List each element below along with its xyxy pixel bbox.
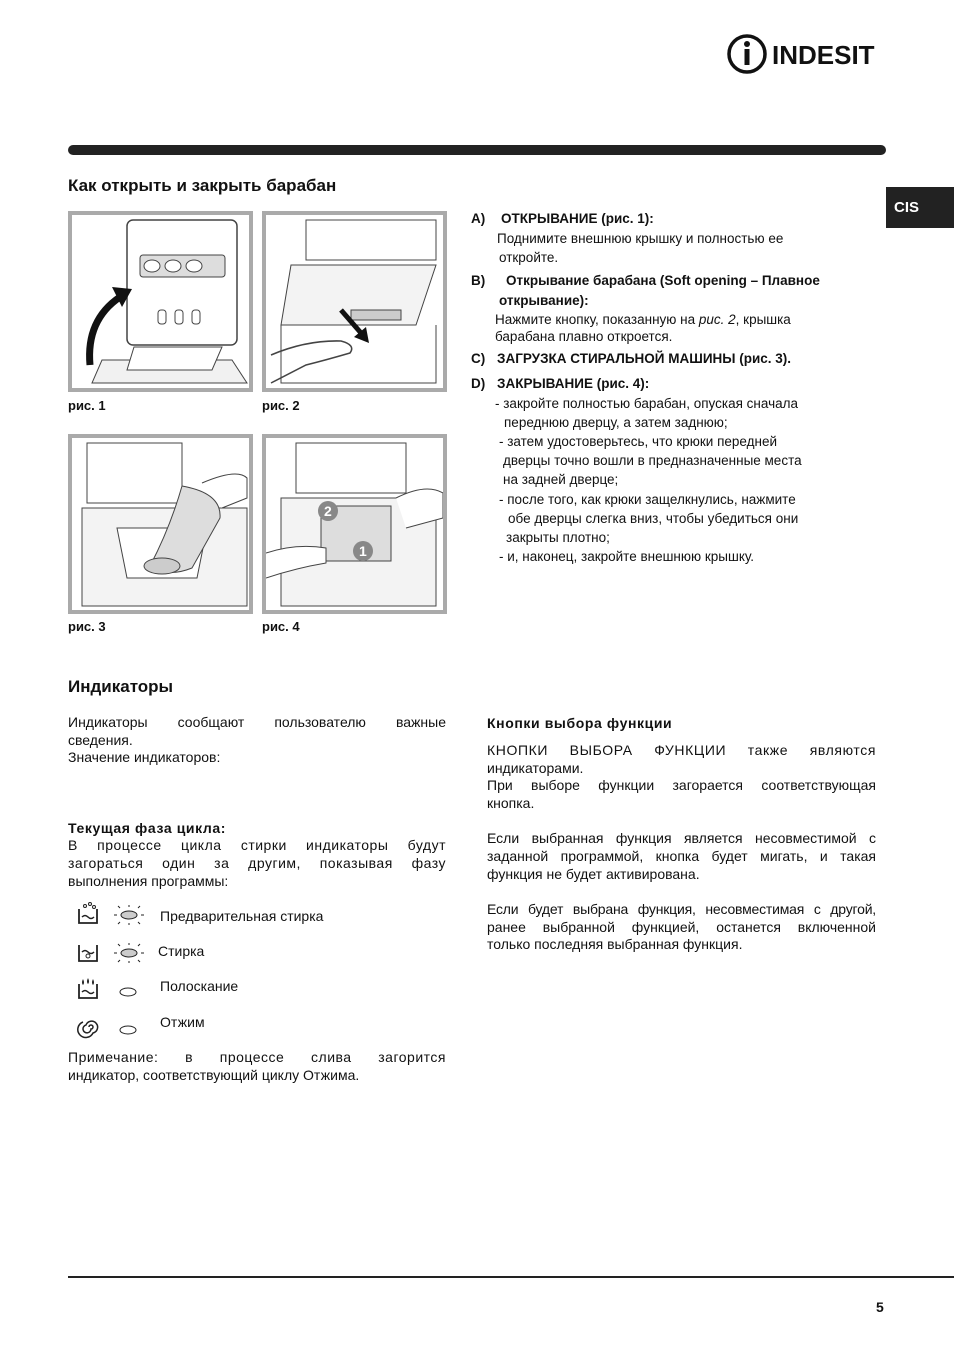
step-d-line: - затем удостоверьтесь, что крюки передней xyxy=(499,434,778,449)
step-d-line: - закройте полностью барабан, опуская сначала xyxy=(495,396,799,411)
note-line2: индикатор, соответствующий циклу Отжима. xyxy=(68,1067,360,1083)
language-tab: CIS xyxy=(886,187,954,228)
step-b-line1: Нажмите кнопку, показанную на рис. 2, крышка xyxy=(495,312,791,327)
step-b-title1: Открывание барабана (Soft opening – Плавное xyxy=(506,273,820,288)
page-number: 5 xyxy=(876,1299,884,1315)
step-d-line: дверцы точно вошли в предназначенные места xyxy=(503,453,802,468)
brand-name: INDESIT xyxy=(772,40,875,70)
section-title-indicators: Индикаторы xyxy=(68,677,174,696)
section-title-drum: Как открыть и закрыть барабан xyxy=(68,176,337,195)
func-p1-line3: При выборе функции загорается соответствующая xyxy=(487,777,876,793)
func-p1-line2: индикаторами. xyxy=(487,760,584,776)
func-p2-line2: заданной программой, кнопка будет мигать, и такая xyxy=(487,848,876,864)
func-p1-line1: КНОПКИ ВЫБОРА ФУНКЦИИ также являются xyxy=(487,742,876,758)
spin-lamp-icon xyxy=(114,1018,144,1043)
phase-line3: выполнения программы: xyxy=(68,873,229,889)
step-d-line: - после того, как крюки защелкнулись, нажмите xyxy=(499,492,796,507)
step-b-label: B) xyxy=(471,273,486,288)
step-d-line: переднюю дверцу, а затем заднюю; xyxy=(504,415,728,430)
footer-divider xyxy=(68,1276,954,1278)
step-c-title: ЗАГРУЗКА СТИРАЛЬНОЙ МАШИНЫ (рис. 3). xyxy=(497,351,792,366)
func-p1-line4: кнопка. xyxy=(487,795,535,811)
step-b-title2: открывание): xyxy=(499,293,589,308)
step-a-line2: откройте. xyxy=(499,250,559,265)
step-d-line: закрыты плотно; xyxy=(506,530,610,545)
figure-4-caption: рис. 4 xyxy=(262,619,300,634)
figure-2-caption: рис. 2 xyxy=(262,398,300,413)
figure-3-caption: рис. 3 xyxy=(68,619,106,634)
step-b-line2: барабана плавно откроется. xyxy=(495,329,673,344)
step-a-title: ОТКРЫВАНИЕ (рис. 1): xyxy=(501,211,654,226)
func-p3-line1: Если будет выбрана функция, несовместимая с другой, xyxy=(487,901,876,917)
func-p2-line3: функция не будет активирована. xyxy=(487,866,700,882)
rinse-icon xyxy=(76,976,100,1007)
figure-4 xyxy=(262,434,447,614)
prewash-lamp-icon xyxy=(114,905,144,930)
wash-icon xyxy=(76,939,100,970)
figure-4-marker-2: 2 xyxy=(324,503,332,519)
indicator-prewash: Предварительная стирка xyxy=(160,908,324,924)
func-p3-line2: ранее выбранной функцией, останется включенной xyxy=(487,919,876,935)
figure-1-caption: рис. 1 xyxy=(68,398,106,413)
step-d-title: ЗАКРЫВАНИЕ (рис. 4): xyxy=(497,376,650,391)
step-a-line1: Поднимите внешнюю крышку и полностью ее xyxy=(497,231,784,246)
func-p3-line3: только последняя выбранная функция. xyxy=(487,936,743,952)
step-d-line: на задней дверце; xyxy=(503,472,619,487)
indicator-rinse: Полоскание xyxy=(160,978,239,994)
func-title: Кнопки выбора функции xyxy=(487,715,673,731)
step-a-label: A) xyxy=(471,211,486,226)
intro-line2: сведения. xyxy=(68,732,133,748)
step-c-label: C) xyxy=(471,351,486,366)
figure-4-marker-1: 1 xyxy=(359,543,367,559)
header-divider xyxy=(68,145,886,155)
step-d-line: - и, наконец, закройте внешнюю крышку. xyxy=(499,549,755,564)
phase-title: Текущая фаза цикла: xyxy=(68,820,227,836)
func-p2-line1: Если выбранная функция является несовместимой с xyxy=(487,830,876,846)
wash-lamp-icon xyxy=(114,943,144,968)
figure-3 xyxy=(68,434,253,614)
figure-1 xyxy=(68,211,253,392)
indicator-wash: Стирка xyxy=(158,943,205,959)
figure-2 xyxy=(262,211,447,392)
note-line1: Примечание: в процессе слива загорится xyxy=(68,1049,446,1065)
step-d-label: D) xyxy=(471,376,486,391)
rinse-lamp-icon xyxy=(114,980,144,1005)
phase-line2: загораться один за другим, показывая фазу xyxy=(68,855,446,871)
indicator-spin: Отжим xyxy=(160,1014,205,1030)
prewash-icon xyxy=(76,901,100,932)
step-d-line: обе дверцы слегка вниз, чтобы убедиться они xyxy=(508,511,799,526)
intro-line1: Индикаторы сообщают пользователю важные xyxy=(68,714,446,730)
spin-icon xyxy=(77,1014,101,1045)
phase-line1: В процессе цикла стирки индикаторы будут xyxy=(68,837,446,853)
intro-line3: Значение индикаторов: xyxy=(68,749,221,765)
indesit-logo xyxy=(726,33,891,75)
